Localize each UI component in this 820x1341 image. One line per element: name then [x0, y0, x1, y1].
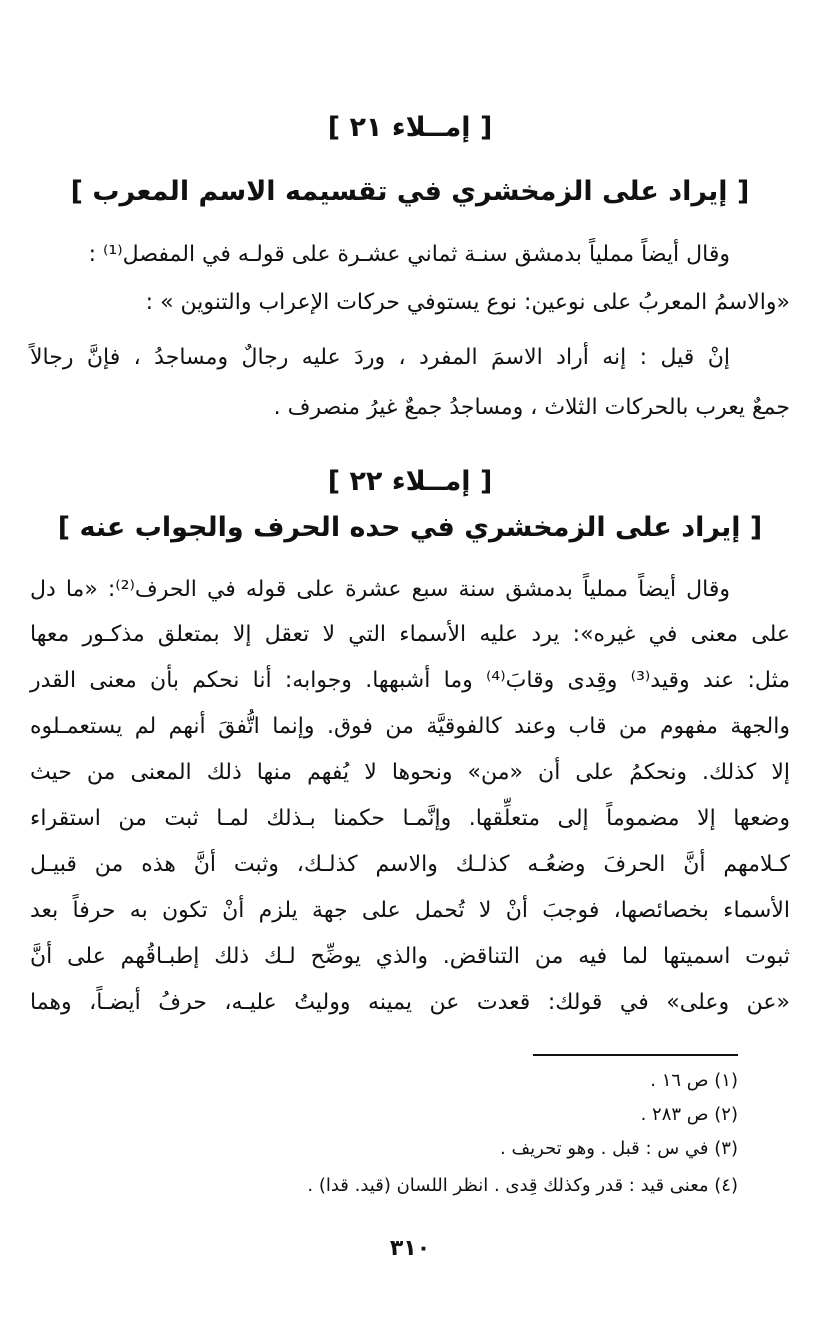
page-number: ٣١٠	[389, 1236, 431, 1261]
paragraph-line: والجهة مفهوم من قاب وعند كالفوقيَّة من فوق. وإنما اتُّفقَ أنهم لم يستعمـلوه	[30, 714, 790, 739]
paragraph-line: «والاسمُ المعربُ على نوعين: نوع يستوفي حركات الإعراب والتنوين » :	[145, 290, 790, 315]
paragraph-line: الأسماء بخصائصها، فوجبَ أنْ لا تُحمل على جهة يلزم أنْ تكون به حرفاً بعد	[30, 898, 790, 923]
paragraph-line: جمعٌ يعرب بالحركات الثلاث ، ومساجدُ جمعٌ غيرُ منصرف .	[273, 395, 790, 420]
paragraph-line: وقال أيضاً مملياً بدمشق سنة سبع عشرة على قوله في الحرف⁽²⁾: «ما دل	[30, 577, 731, 602]
paragraph-line: وقال أيضاً مملياً بدمشق سنـة ثماني عشـرة على قولـه في المفصل⁽¹⁾ :	[88, 242, 730, 267]
paragraph-line: إنْ قيل : إنه أراد الاسمَ المفرد ، وردَ عليه رجالٌ ومساجدُ ، فإنَّ رجالاً	[30, 345, 730, 370]
footnote-3: (٣) في س : قبل . وهو تحريف .	[500, 1138, 738, 1159]
paragraph-line: مثل: عند وقيد⁽³⁾ وقِدى وقابَ⁽⁴⁾ وما أشبهها. وجوابه: أنا نحكم بأن معنى القدر	[30, 668, 790, 693]
footnote-4: (٤) معنى قيد : قدر وكذلك قِدى . انظر اللسان (قيد. قدا) .	[307, 1175, 738, 1196]
section-2-title: [ إمــلاء ٢٢ ]	[327, 466, 493, 497]
footnote-2: (٢) ص ٢٨٣ .	[640, 1104, 738, 1125]
section-1-title: [ إمــلاء ٢١ ]	[327, 112, 493, 143]
footnote-separator	[533, 1054, 738, 1056]
paragraph-line: «عن وعلى» في قولك: قعدت عن يمينه ووليتُ عليـه، حرفُ أيضـاً، وهما	[30, 990, 790, 1015]
footnote-1: (١) ص ١٦ .	[650, 1070, 738, 1091]
paragraph-line: وضعها إلا مضموماً إلى متعلِّقها. وإنَّمـا حكمنا بـذلك لمـا ثبت من استقراء	[30, 806, 790, 831]
paragraph-line: ثبوت اسميتها لما فيه من التناقض. والذي يوضِّح لـك ذلك إطبـاقُهم على أنَّ	[30, 944, 790, 969]
section-1-subtitle: [ إيراد على الزمخشري في تقسيمه الاسم المعرب ]	[70, 176, 750, 207]
section-2-subtitle: [ إيراد على الزمخشري في حده الحرف والجواب عنه ]	[57, 512, 763, 543]
paragraph-line: إلا كذلك. ونحكمُ على أن «من» ونحوها لا يُفهم منها ذلك المعنى من حيث	[30, 760, 790, 785]
paragraph-line: على معنى في غيره»: يرد عليه الأسماء التي لا تعقل إلا بمتعلق مذكـور معها	[30, 622, 790, 647]
paragraph-line: كـلامهم أنَّ الحرفَ وضعُـه كذلـك والاسم كذلـك، وثبت أنَّ هذه من قبيـل	[30, 852, 790, 877]
